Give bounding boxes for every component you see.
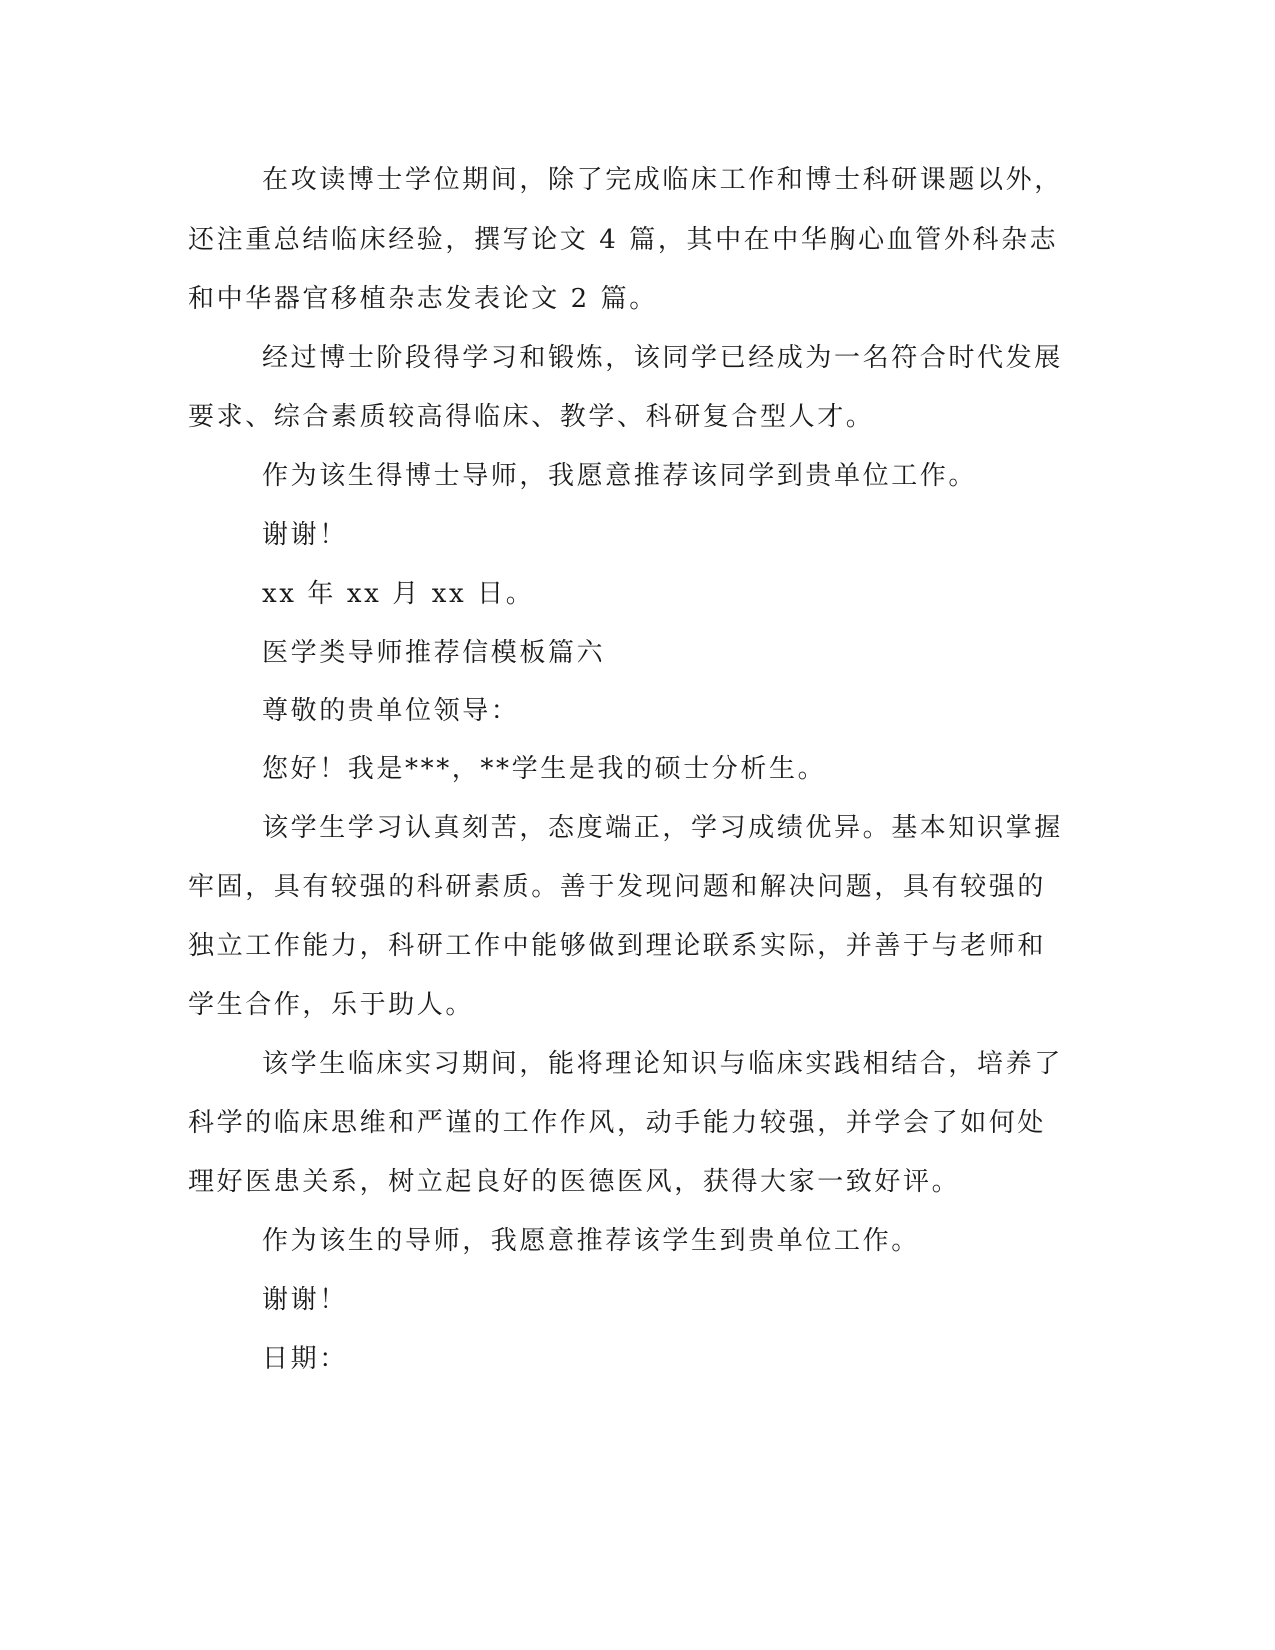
paragraph-line: 科学的临床思维和严谨的工作作风，动手能力较强，并学会了如何处 [188,1108,1047,1138]
paragraph-line: 和中华器官移植杂志发表论文 2 篇。 [188,284,658,314]
paragraph-line: 您好！我是***，**学生是我的硕士分析生。 [262,754,827,784]
paragraph-line: 在攻读博士学位期间，除了完成临床工作和博士科研课题以外， [262,165,1063,195]
paragraph-line: 要求、综合素质较高得临床、教学、科研复合型人才。 [188,402,875,432]
paragraph-line: 经过博士阶段得学习和锻炼，该同学已经成为一名符合时代发展 [262,343,1063,373]
paragraph-line: 牢固，具有较强的科研素质。善于发现问题和解决问题，具有较强的 [188,872,1047,902]
paragraph-line: 该学生学习认真刻苦，态度端正，学习成绩优异。基本知识掌握 [262,813,1063,843]
paragraph-line: 理好医患关系，树立起良好的医德医风，获得大家一致好评。 [188,1167,961,1197]
salutation: 尊敬的贵单位领导： [262,696,520,726]
date-label: 日期： [262,1344,348,1374]
paragraph-line: 学生合作，乐于助人。 [188,990,475,1020]
section-heading: 医学类导师推荐信模板篇六 [262,638,606,668]
paragraph-line: 谢谢！ [262,1285,348,1315]
paragraph-line: 作为该生的导师，我愿意推荐该学生到贵单位工作。 [262,1226,920,1256]
paragraph-line: 独立工作能力，科研工作中能够做到理论联系实际，并善于与老师和 [188,931,1047,961]
paragraph-line: 还注重总结临床经验，撰写论文 4 篇，其中在中华胸心血管外科杂志 [188,225,1059,255]
date-line: xx 年 xx 月 xx 日。 [262,579,535,609]
paragraph-line: 该学生临床实习期间，能将理论知识与临床实践相结合，培养了 [262,1049,1063,1079]
paragraph-line: 作为该生得博士导师，我愿意推荐该同学到贵单位工作。 [262,461,978,491]
paragraph-line: 谢谢！ [262,520,348,550]
